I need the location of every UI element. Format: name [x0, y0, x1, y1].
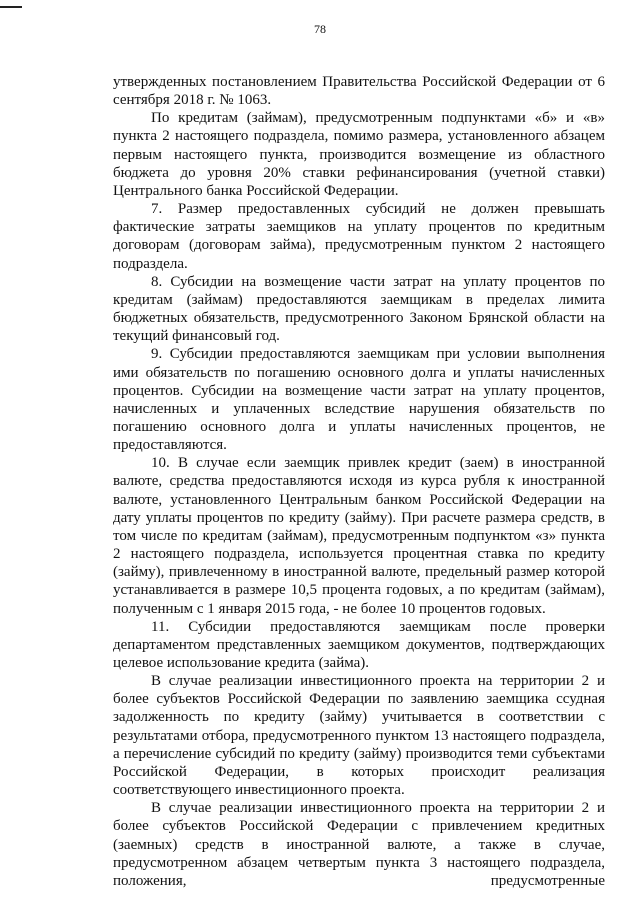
paragraph-intro: утвержденных постановлением Правительства Российской Федерации от 6 сентября 2018 г. № 1063.	[113, 74, 605, 109]
page-number: 78	[314, 22, 326, 36]
paragraph-foreign-currency-project: В случае реализации инвестиционного проекта на территории 2 и более субъектов Российской Федерации с привлечением кредитных (заемных) средств в иностранной валюте, а также в случае, предусмотренном абзацем четвертым пункта 3 настоящего подраздела, положения, предусмотренные	[113, 800, 605, 889]
paragraph-item-8: 8. Субсидии на возмещение части затрат на уплату процентов по кредитам (займам) предоставляются заемщикам в пределах лимита бюджетных обязательств, предусмотренного Законом Брянской области на текущий финансовый год.	[113, 273, 605, 345]
paragraph-multi-region-project: В случае реализации инвестиционного проекта на территории 2 и более субъектов Российской Федерации по заявлению заемщика ссудная задолженность по кредиту (займу) учитывается в соответствии с результатами отбора, предусмотренного пунктом 13 настоящего подраздела, а перечисление субсидий по кредиту (займу) производится теми субъектами Российской Федерации, в которых происходит реализация соответствующего инвестиционного проекта.	[113, 673, 605, 799]
paragraph-item-11: 11. Субсидии предоставляются заемщикам после проверки департаментом представленных заемщиком документов, подтверждающих целевое использование кредита (займа).	[113, 618, 605, 671]
paragraph-item-9: 9. Субсидии предоставляются заемщикам при условии выполнения ими обязательств по погашению основного долга и уплаты начисленных процентов. Субсидии на возмещение части затрат на уплату процентов, начисленных и уплаченных вследствие нарушения обязательств по погашению основного долга и уплаты начисленных процентов, не предоставляются.	[113, 346, 605, 454]
paragraph-item-7: 7. Размер предоставленных субсидий не должен превышать фактические затраты заемщиков на уплату процентов по кредитным договорам (договорам займа), предусмотренным пунктом 2 настоящего подраздела.	[113, 201, 605, 272]
scan-corner-mark	[0, 6, 22, 8]
paragraph-credits-subitems: По кредитам (займам), предусмотренным подпунктами «б» и «в» пункта 2 настоящего подраздела, помимо размера, установленного абзацем первым настоящего пункта, производится возмещение из областного бюджета до уровня 20% ставки рефинансирования (учетной ставки) Центрального банка Российской Федерации.	[113, 110, 605, 199]
paragraph-item-10: 10. В случае если заемщик привлек кредит (заем) в иностранной валюте, средства предоставляются исходя из курса рубля к иностранной валюте, установленного Центральным банком Российской Федерации на дату уплаты процентов по кредиту (займу). При расчете размера средств, в том числе по кредитам (займам), предусмотренным подпунктом «з» пункта 2 настоящего подраздела, используется процентная ставка по кредиту (займу), привлеченному в иностранной валюте, предельный размер которой устанавливается в размере 10,5 процента годовых, а по кредитам (займам), полученным с 1 января 2015 года, - не более 10 процентов годовых.	[113, 455, 605, 617]
document-body	[113, 73, 605, 890]
